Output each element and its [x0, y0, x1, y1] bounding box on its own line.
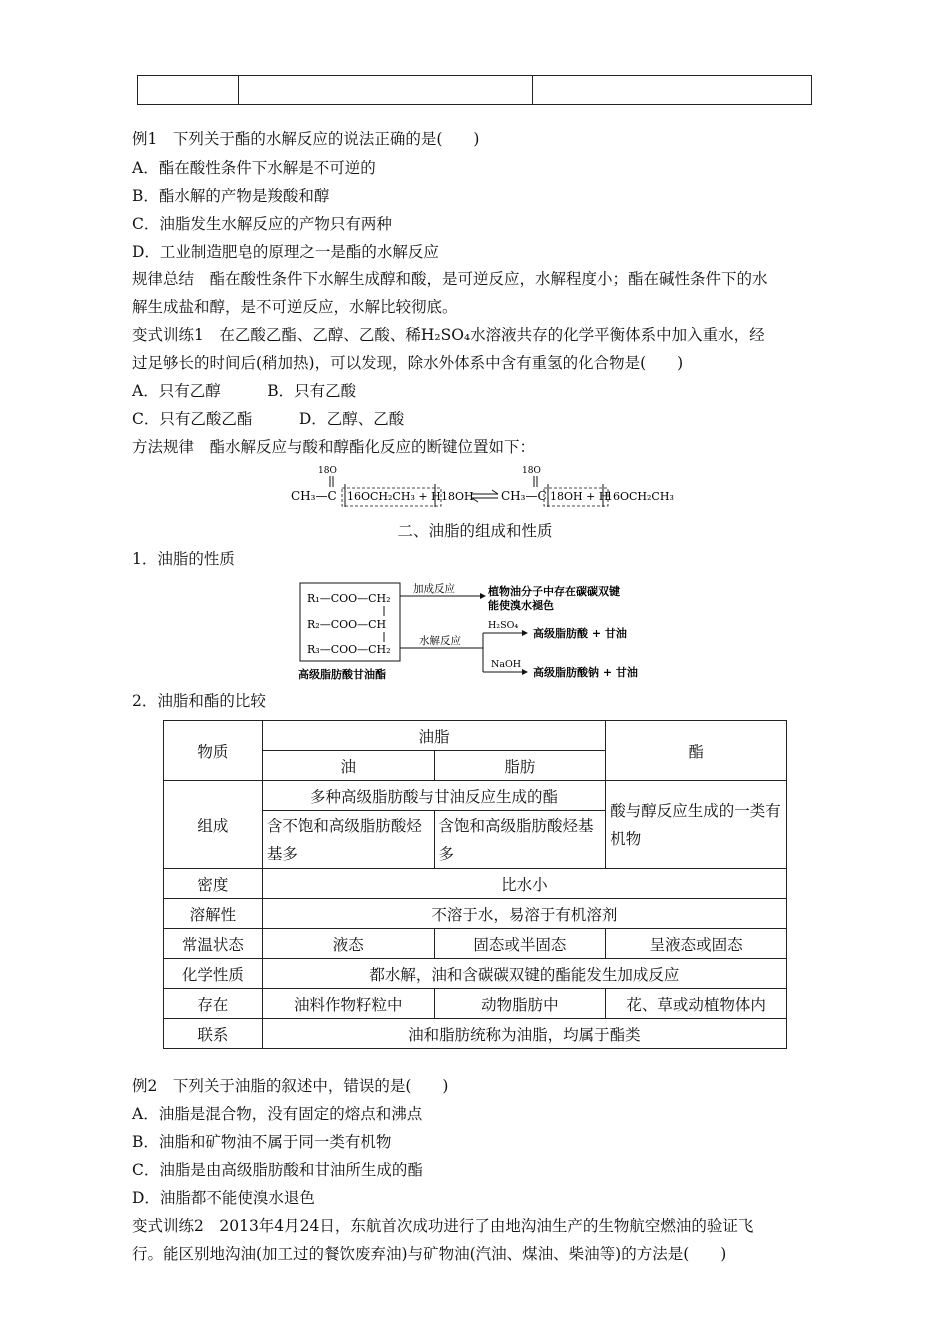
fat-caption: 高级脂肪酸甘油酯 [298, 668, 386, 681]
base-catalyst: NaOH [491, 659, 522, 670]
variant1-line2: 过足够长的时间后(稍加热)，可以发现，除水外体系中含有重氢的化合物是( ) [132, 354, 684, 372]
fat-row2: R₂—COO—CH [307, 618, 387, 631]
section2-title: 二、油脂的组成和性质 [397, 522, 553, 540]
chemical-value: 都水解，油和含碳碳双键的酯能发生加成反应 [262, 959, 786, 989]
example1-option-c: C．油脂发生水解反应的产物只有两种 [132, 215, 392, 233]
state-grease: 固态或半固态 [434, 929, 606, 959]
variant1-line1: 变式训练1 在乙酸乙酯、乙醇、乙酸、稀H₂SO₄水溶液共存的化学平衡体系中加入重水，经 [132, 326, 765, 344]
top-table-cell [138, 76, 239, 105]
rule-summary-line1: 规律总结 酯在酸性条件下水解生成醇和酸，是可逆反应，水解程度小；酯在碱性条件下的水 [132, 270, 768, 288]
left-oxygen-label: 18O [318, 466, 337, 476]
example2-option-a: A．油脂是混合物，没有固定的熔点和沸点 [132, 1105, 423, 1123]
state-ester: 呈液态或固态 [606, 929, 787, 959]
right-tail: 16OCH₂CH₃ [606, 490, 674, 503]
row-density-label: 密度 [164, 869, 263, 899]
row-chemical-label: 化学性质 [164, 959, 263, 989]
row-state-label: 常温状态 [164, 929, 263, 959]
top-table-cell [239, 76, 533, 105]
left-tail: 18OH [441, 490, 474, 503]
fat-properties-diagram [295, 578, 670, 682]
addition-result-2: 能使溴水褪色 [488, 599, 554, 612]
composition-ester: 酸与醇反应生成的一类有机物 [606, 781, 787, 869]
row-exist-label: 存在 [164, 989, 263, 1019]
addition-label: 加成反应 [413, 583, 455, 595]
ester-hydrolysis-equation [285, 462, 675, 510]
row-composition-label: 组成 [164, 781, 263, 869]
header-oil: 油 [262, 751, 434, 781]
example1-option-b: B．酯水解的产物是羧酸和醇 [132, 187, 330, 205]
example2-option-d: D．油脂都不能使溴水退色 [132, 1189, 315, 1207]
acid-result: 高级脂肪酸 + 甘油 [533, 627, 627, 640]
addition-result-1: 植物油分子中存在碳碳双键 [488, 585, 620, 598]
left-bond-group: 16OCH₂CH₃ + H [347, 490, 441, 503]
right-bond-group: 18OH + H [550, 490, 609, 503]
composition-oil: 含不饱和高级脂肪酸烃基多 [262, 811, 434, 869]
header-fat: 油脂 [262, 721, 605, 751]
state-oil: 液态 [262, 929, 434, 959]
header-substance: 物质 [164, 721, 263, 781]
top-table-cell [533, 76, 812, 105]
hydrolysis-label: 水解反应 [419, 635, 461, 647]
variant1-options-row2: C．只有乙酸乙酯 D．乙醇、乙酸 [132, 410, 405, 428]
item2-title: 2．油脂和酯的比较 [132, 692, 266, 710]
composition-common: 多种高级脂肪酸与甘油反应生成的酯 [262, 781, 605, 811]
item1-title: 1．油脂的性质 [132, 550, 235, 568]
exist-ester: 花、草或动植物体内 [606, 989, 787, 1019]
acid-catalyst: H₂SO₄ [488, 620, 519, 631]
variant2-line1: 变式训练2 2013年4月24日，东航首次成功进行了由地沟油生产的生物航空燃油的验证飞 [132, 1217, 754, 1235]
example2-option-c: C．油脂是由高级脂肪酸和甘油所生成的酯 [132, 1161, 423, 1179]
rule-summary-line2: 解生成盐和醇，是不可逆反应，水解比较彻底。 [132, 298, 458, 316]
example1-option-d: D．工业制造肥皂的原理之一是酯的水解反应 [132, 243, 439, 261]
base-result: 高级脂肪酸钠 + 甘油 [533, 666, 638, 679]
example1-option-a: A．酯在酸性条件下水解是不可逆的 [132, 159, 376, 177]
solubility-value: 不溶于水，易溶于有机溶剂 [262, 899, 786, 929]
header-ester: 酯 [606, 721, 787, 781]
example1-question: 例1 下列关于酯的水解反应的说法正确的是( ) [132, 130, 480, 148]
fat-row3: R₃—COO—CH₂ [307, 643, 391, 656]
example2-question: 例2 下列关于油脂的叙述中，错误的是( ) [132, 1077, 449, 1095]
density-value: 比水小 [262, 869, 786, 899]
composition-grease: 含饱和高级脂肪酸烃基多 [434, 811, 606, 869]
header-grease: 脂肪 [434, 751, 606, 781]
row-relation-label: 联系 [164, 1019, 263, 1049]
exist-grease: 动物脂肪中 [434, 989, 606, 1019]
top-table [137, 75, 812, 105]
left-acyl-group: CH₃—C [291, 489, 337, 503]
right-oxygen-label: 18O [522, 466, 541, 476]
relation-value: 油和脂肪统称为油脂，均属于酯类 [262, 1019, 786, 1049]
exist-oil: 油料作物籽粒中 [262, 989, 434, 1019]
variant2-line2: 行。能区别地沟油(加工过的餐饮废弃油)与矿物油(汽油、煤油、柴油等)的方法是( ) [132, 1245, 727, 1263]
fat-ester-compare-table [163, 720, 787, 1049]
right-acyl-group: CH₃—C [501, 489, 547, 503]
variant1-options-row1: A．只有乙醇 B．只有乙酸 [132, 382, 357, 400]
fat-row1: R₁—COO—CH₂ [307, 592, 391, 605]
example2-option-b: B．油脂和矿物油不属于同一类有机物 [132, 1133, 392, 1151]
row-solubility-label: 溶解性 [164, 899, 263, 929]
method-rule: 方法规律 酯水解反应与酸和醇酯化反应的断键位置如下： [132, 438, 536, 456]
